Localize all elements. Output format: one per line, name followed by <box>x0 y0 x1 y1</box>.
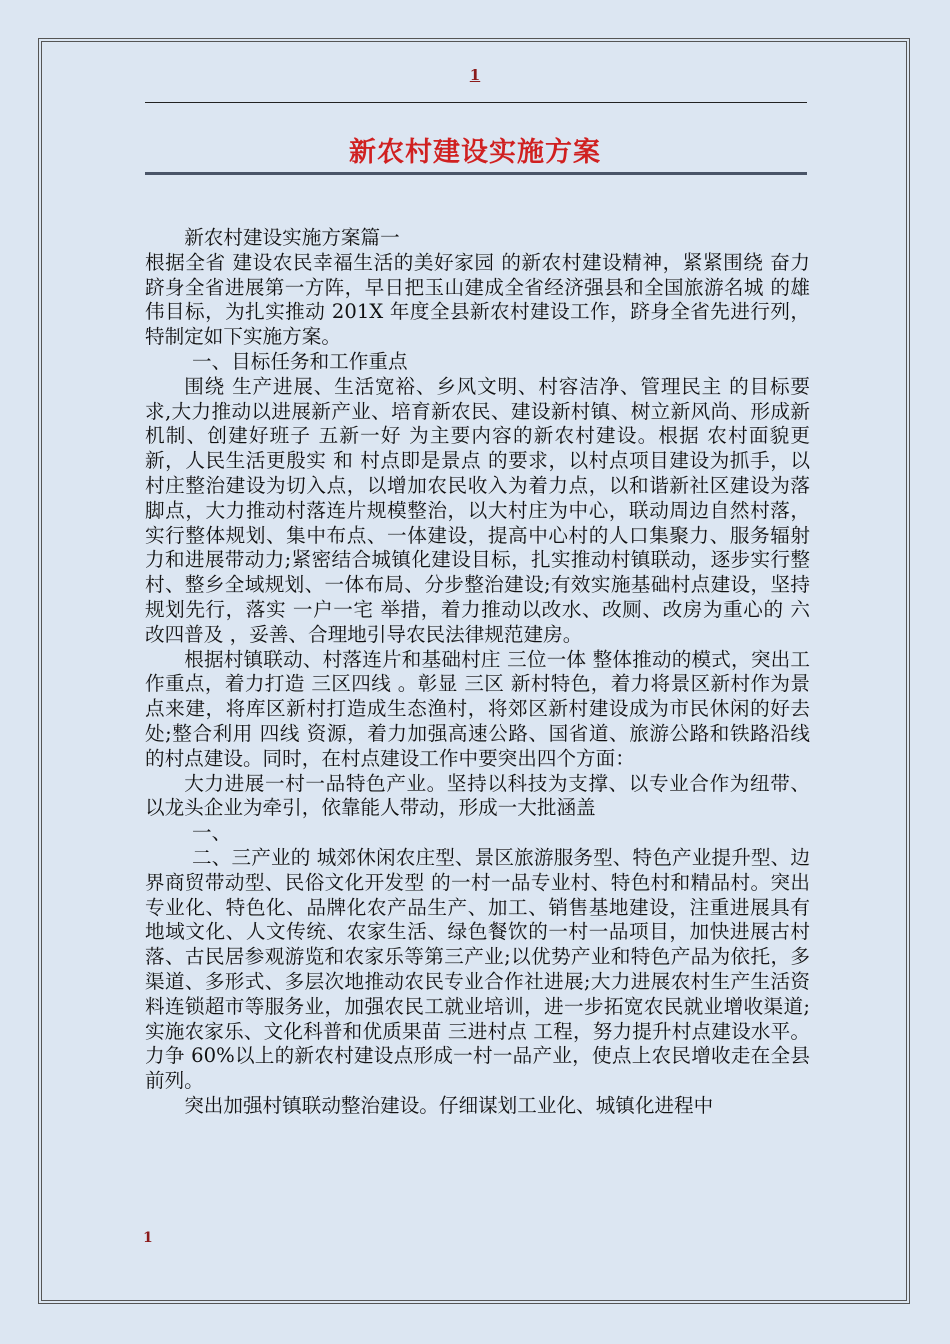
header-rule <box>145 102 807 103</box>
document-subtitle: 新农村建设实施方案篇一 <box>184 226 400 249</box>
footer-page-number: 1 <box>143 1230 153 1246</box>
title-rule <box>145 172 807 175</box>
paragraph-fragment: 一、 <box>192 821 232 845</box>
section-heading-1: 一、目标任务和工作重点 <box>192 349 408 373</box>
document-body <box>145 226 810 1119</box>
paragraph-tertiary: 二、三产业的 城郊休闲农庄型、景区旅游服务型、特色产业提升型、边界商贸带动型、民俗文化开发型 的一村一品专业村、特色村和精品村。突出专业化、特色化、品牌化农产品生产、加工、销售基地建设，注重进展具有地域文化、人文传统、农家生活、绿色餐饮的一村一品项目，加快进展古村落、古民居参观游览和农家乐等第三产业;以优势产业和特色产品为依托，多渠道、多形式、多层次地推动农民专业合作社进展;大力进展农村生产生活资料连锁超市等服务业，加强农民工就业培训，进一步拓宽农民就业增收渠道;实施农家乐、文化科普和优质果苗 三进村点 工程，努力提升村点建设水平。力争 60%以上的新农村建设点形成一村一品产业，使点上农民增收走在全县前列。 <box>145 845 810 1093</box>
paragraph-goals: 围绕 生产进展、生活宽裕、乡风文明、村容洁净、管理民主 的目标要求,大力推动以进展新产业、培育新农民、建设新村镇、树立新风尚、形成新机制、创建好班子 五新一好 为主要内容的新农村建设。根据 农村面貌更新，人民生活更殷实 和 村点即是景点 的要求，以村点项目建设为抓手，以村庄整治建设为切入点，以增加农民收入为着力点，以和谐新社区建设为落脚点，大力推动村落连片规模整治，以大村庄为中心，联动周边自然村落，实行整体规划、集中布点、一体建设，提高中心村的人口集聚力、服务辐射力和进展带动力;紧密结合城镇化建设目标，扎实推动村镇联动，逐步实行整村、整乡全域规划、一体布局、分步整治建设;有效实施基础村点建设，坚持规划先行，落实 一户一宅 举措，着力推动以改水、改厕、改房为重心的 六改四普及 ，妥善、合理地引导农民法律规范建房。 <box>145 374 810 646</box>
header-page-number: 1 <box>469 66 481 84</box>
paragraph-intro: 根据全省 建设农民幸福生活的美好家园 的新农村建设精神，紧紧围绕 奋力跻身全省进展第一方阵，早日把玉山建成全省经济强县和全国旅游名城 的雄伟目标，为扎实推动 201X 年度全县新农村建设工作，跻身全省先进行列，特制定如下实施方案。 <box>145 250 810 349</box>
paragraph-village-town: 突出加强村镇联动整治建设。仔细谋划工业化、城镇化进程中 <box>184 1093 714 1117</box>
paragraph-model: 根据村镇联动、村落连片和基础村庄 三位一体 整体推动的模式，突出工作重点，着力打造 三区四线 。彰显 三区 新村特色，着力将景区新村作为景点来建，将库区新村打造成生态渔村，将郊区新村建设成为市民休闲的好去处;整合利用 四线 资源，着力加强高速公路、国省道、旅游公路和铁路沿线的村点建设。同时，在村点建设工作中要突出四个方面： <box>145 647 810 770</box>
paragraph-industry: 大力进展一村一品特色产业。坚持以科技为支撑、以专业合作为纽带、以龙头企业为牵引，依靠能人带动，形成一大批涵盖 <box>145 771 810 820</box>
document-title: 新农村建设实施方案 <box>349 137 601 168</box>
